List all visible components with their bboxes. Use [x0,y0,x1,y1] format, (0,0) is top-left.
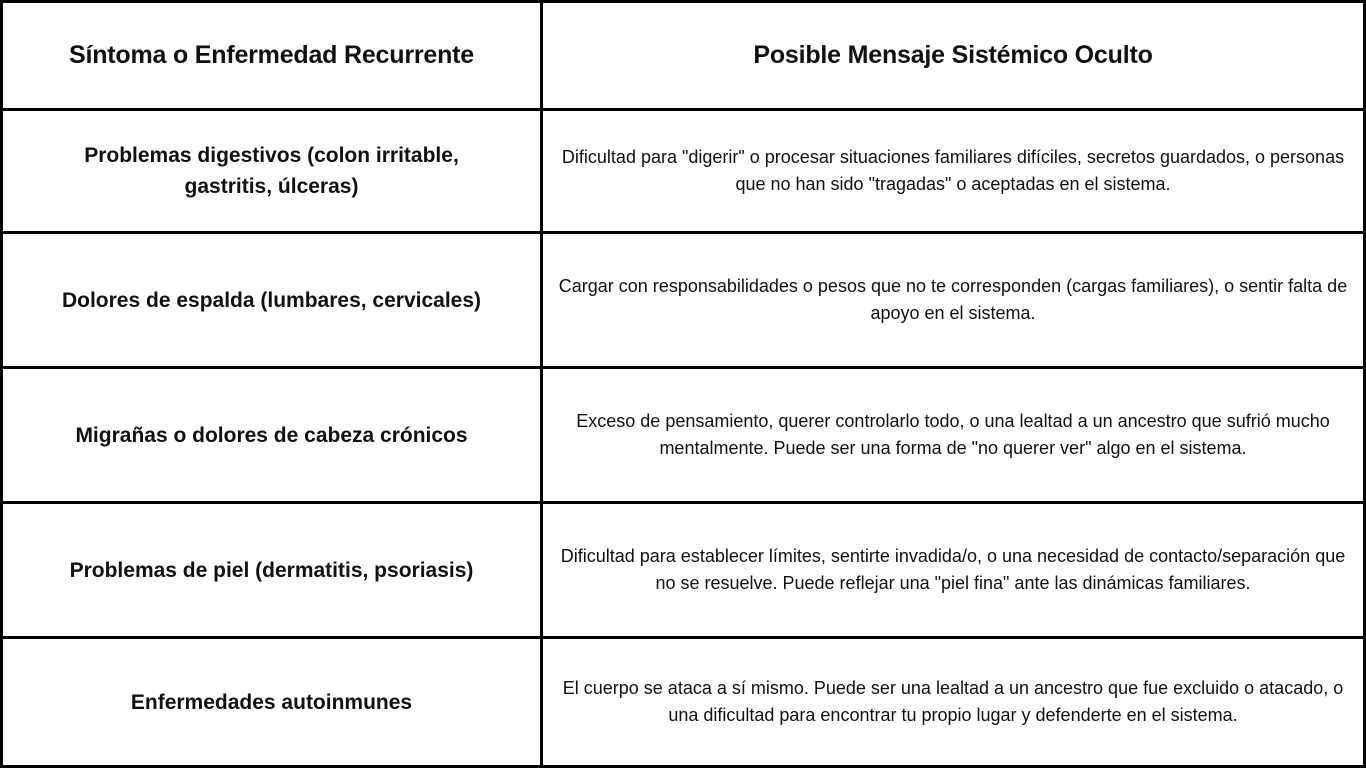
row-3-symptom: Migrañas o dolores de cabeza crónicos [3,369,543,504]
row-1-message: Dificultad para "digerir" o procesar situaciones familiares difíciles, secretos guardados, o personas que no han sido "tragadas" o aceptadas en el sistema. [543,111,1363,234]
row-5-message: El cuerpo se ataca a sí mismo. Puede ser una lealtad a un ancestro que fue excluido o atacado, o una dificultad para encontrar tu propio lugar y defenderte en el sistema. [562,678,1344,725]
row-1-symptom: Problemas digestivos (colon irritable, gastritis, úlceras) [3,111,543,234]
row-5-symptom: Enfermedades autoinmunes [3,639,543,765]
header-symptom: Síntoma o Enfermedad Recurrente [3,3,543,111]
header-message: Posible Mensaje Sistémico Oculto [543,3,1363,111]
row-4-symptom: Problemas de piel (dermatitis, psoriasis) [3,504,543,639]
row-4-message: Dificultad para establecer límites, sentirte invadida/o, o una necesidad de contacto/separación que no se resuelve. Puede reflejar una "piel fina" ante las dinámicas familiares. [543,504,1363,639]
row-2-symptom: Dolores de espalda (lumbares, cervicales) [3,234,543,369]
row-2-message: Cargar con responsabilidades o pesos que no te corresponden (cargas familiares), o sentir falta de apoyo en el sistema. [543,234,1363,369]
row-3-message: Exceso de pensamiento, querer controlarlo todo, o una lealtad a un ancestro que sufrió mucho mentalmente. Puede ser una forma de "no querer ver" algo en el sistema. [543,369,1363,504]
